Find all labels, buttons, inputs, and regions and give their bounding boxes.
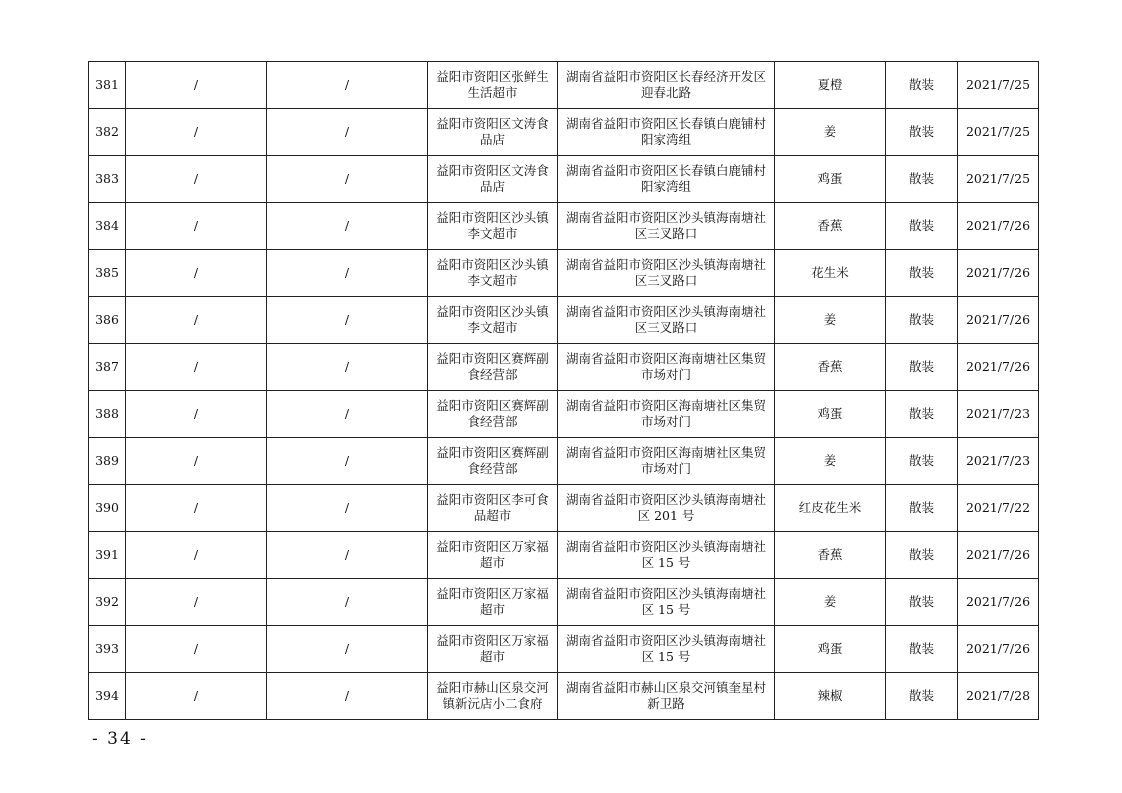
cell-column-3: / [267, 109, 428, 156]
cell-column-2: / [126, 391, 267, 438]
cell-column-2: / [126, 62, 267, 109]
cell-date: 2021/7/26 [958, 579, 1039, 626]
table-row [89, 391, 1039, 438]
cell-column-3: / [267, 626, 428, 673]
cell-column-2: / [126, 109, 267, 156]
cell-serial-number: 385 [89, 250, 126, 297]
table-row [89, 673, 1039, 720]
cell-serial-number: 391 [89, 532, 126, 579]
cell-product: 姜 [775, 297, 886, 344]
table-row [89, 438, 1039, 485]
cell-column-3: / [267, 344, 428, 391]
cell-business-name: 益阳市资阳区李可食品超市 [428, 485, 558, 532]
cell-serial-number: 386 [89, 297, 126, 344]
cell-serial-number: 384 [89, 203, 126, 250]
cell-address: 湖南省益阳市资阳区沙头镇海南塘社区 15 号 [558, 626, 775, 673]
cell-product: 香蕉 [775, 532, 886, 579]
cell-serial-number: 393 [89, 626, 126, 673]
cell-address: 湖南省益阳市资阳区沙头镇海南塘社区三叉路口 [558, 203, 775, 250]
cell-column-3: / [267, 297, 428, 344]
table-row [89, 485, 1039, 532]
cell-product: 姜 [775, 579, 886, 626]
cell-date: 2021/7/23 [958, 391, 1039, 438]
cell-date: 2021/7/26 [958, 626, 1039, 673]
cell-column-3: / [267, 62, 428, 109]
cell-date: 2021/7/26 [958, 344, 1039, 391]
cell-serial-number: 382 [89, 109, 126, 156]
cell-product: 鸡蛋 [775, 391, 886, 438]
cell-column-3: / [267, 532, 428, 579]
cell-column-3: / [267, 438, 428, 485]
table-row [89, 344, 1039, 391]
cell-packaging: 散装 [886, 62, 958, 109]
cell-packaging: 散装 [886, 344, 958, 391]
cell-column-2: / [126, 438, 267, 485]
cell-date: 2021/7/25 [958, 156, 1039, 203]
cell-column-2: / [126, 673, 267, 720]
cell-column-2: / [126, 297, 267, 344]
table-row [89, 203, 1039, 250]
cell-column-3: / [267, 391, 428, 438]
cell-product: 姜 [775, 438, 886, 485]
cell-business-name: 益阳市资阳区赛辉副食经营部 [428, 438, 558, 485]
cell-address: 湖南省益阳市资阳区海南塘社区集贸市场对门 [558, 438, 775, 485]
cell-address: 湖南省益阳市资阳区沙头镇海南塘社区 201 号 [558, 485, 775, 532]
cell-column-2: / [126, 203, 267, 250]
cell-packaging: 散装 [886, 438, 958, 485]
cell-business-name: 益阳市资阳区沙头镇李文超市 [428, 250, 558, 297]
cell-column-2: / [126, 579, 267, 626]
cell-serial-number: 388 [89, 391, 126, 438]
cell-column-3: / [267, 485, 428, 532]
table-row [89, 62, 1039, 109]
cell-business-name: 益阳市赫山区泉交河镇新沅店小二食府 [428, 673, 558, 720]
cell-business-name: 益阳市资阳区万家福超市 [428, 579, 558, 626]
cell-column-2: / [126, 532, 267, 579]
cell-product: 鸡蛋 [775, 626, 886, 673]
cell-serial-number: 381 [89, 62, 126, 109]
table-row [89, 532, 1039, 579]
cell-packaging: 散装 [886, 156, 958, 203]
cell-serial-number: 389 [89, 438, 126, 485]
cell-column-2: / [126, 250, 267, 297]
cell-packaging: 散装 [886, 485, 958, 532]
cell-business-name: 益阳市资阳区沙头镇李文超市 [428, 203, 558, 250]
cell-address: 湖南省益阳市资阳区沙头镇海南塘社区 15 号 [558, 532, 775, 579]
cell-packaging: 散装 [886, 391, 958, 438]
cell-business-name: 益阳市资阳区赛辉副食经营部 [428, 391, 558, 438]
table-row [89, 579, 1039, 626]
cell-product: 香蕉 [775, 344, 886, 391]
cell-business-name: 益阳市资阳区万家福超市 [428, 626, 558, 673]
cell-column-2: / [126, 626, 267, 673]
cell-column-3: / [267, 673, 428, 720]
cell-business-name: 益阳市资阳区万家福超市 [428, 532, 558, 579]
cell-date: 2021/7/25 [958, 109, 1039, 156]
cell-packaging: 散装 [886, 297, 958, 344]
cell-packaging: 散装 [886, 626, 958, 673]
cell-business-name: 益阳市资阳区文涛食品店 [428, 156, 558, 203]
cell-address: 湖南省益阳市资阳区长春镇白鹿铺村阳家湾组 [558, 156, 775, 203]
cell-date: 2021/7/26 [958, 250, 1039, 297]
cell-serial-number: 383 [89, 156, 126, 203]
cell-date: 2021/7/26 [958, 203, 1039, 250]
cell-column-2: / [126, 344, 267, 391]
document-table-container [88, 61, 1038, 720]
cell-date: 2021/7/26 [958, 532, 1039, 579]
table-row [89, 109, 1039, 156]
cell-business-name: 益阳市资阳区赛辉副食经营部 [428, 344, 558, 391]
cell-packaging: 散装 [886, 109, 958, 156]
cell-address: 湖南省益阳市资阳区沙头镇海南塘社区三叉路口 [558, 250, 775, 297]
cell-packaging: 散装 [886, 250, 958, 297]
cell-address: 湖南省益阳市资阳区沙头镇海南塘社区 15 号 [558, 579, 775, 626]
table-row [89, 626, 1039, 673]
cell-address: 湖南省益阳市资阳区沙头镇海南塘社区三叉路口 [558, 297, 775, 344]
cell-product: 夏橙 [775, 62, 886, 109]
cell-business-name: 益阳市资阳区文涛食品店 [428, 109, 558, 156]
cell-product: 花生米 [775, 250, 886, 297]
cell-address: 湖南省益阳市资阳区长春镇白鹿铺村阳家湾组 [558, 109, 775, 156]
cell-packaging: 散装 [886, 673, 958, 720]
table-row [89, 250, 1039, 297]
cell-serial-number: 390 [89, 485, 126, 532]
cell-address: 湖南省益阳市资阳区长春经济开发区迎春北路 [558, 62, 775, 109]
table-row [89, 156, 1039, 203]
cell-product: 红皮花生米 [775, 485, 886, 532]
cell-column-3: / [267, 250, 428, 297]
cell-date: 2021/7/23 [958, 438, 1039, 485]
cell-column-2: / [126, 485, 267, 532]
cell-business-name: 益阳市资阳区沙头镇李文超市 [428, 297, 558, 344]
cell-column-3: / [267, 579, 428, 626]
cell-column-3: / [267, 203, 428, 250]
cell-serial-number: 387 [89, 344, 126, 391]
cell-date: 2021/7/25 [958, 62, 1039, 109]
cell-business-name: 益阳市资阳区张鲜生生活超市 [428, 62, 558, 109]
cell-address: 湖南省益阳市资阳区海南塘社区集贸市场对门 [558, 391, 775, 438]
cell-packaging: 散装 [886, 203, 958, 250]
cell-product: 鸡蛋 [775, 156, 886, 203]
records-table-body [89, 62, 1039, 720]
cell-serial-number: 392 [89, 579, 126, 626]
cell-column-2: / [126, 156, 267, 203]
cell-address: 湖南省益阳市资阳区海南塘社区集贸市场对门 [558, 344, 775, 391]
table-row [89, 297, 1039, 344]
cell-serial-number: 394 [89, 673, 126, 720]
page-number: - 34 - [92, 729, 148, 749]
cell-column-3: / [267, 156, 428, 203]
cell-date: 2021/7/22 [958, 485, 1039, 532]
cell-address: 湖南省益阳市赫山区泉交河镇奎星村新卫路 [558, 673, 775, 720]
cell-date: 2021/7/28 [958, 673, 1039, 720]
cell-date: 2021/7/26 [958, 297, 1039, 344]
cell-product: 香蕉 [775, 203, 886, 250]
cell-product: 姜 [775, 109, 886, 156]
records-table [88, 61, 1039, 720]
cell-packaging: 散装 [886, 532, 958, 579]
cell-packaging: 散装 [886, 579, 958, 626]
cell-product: 辣椒 [775, 673, 886, 720]
